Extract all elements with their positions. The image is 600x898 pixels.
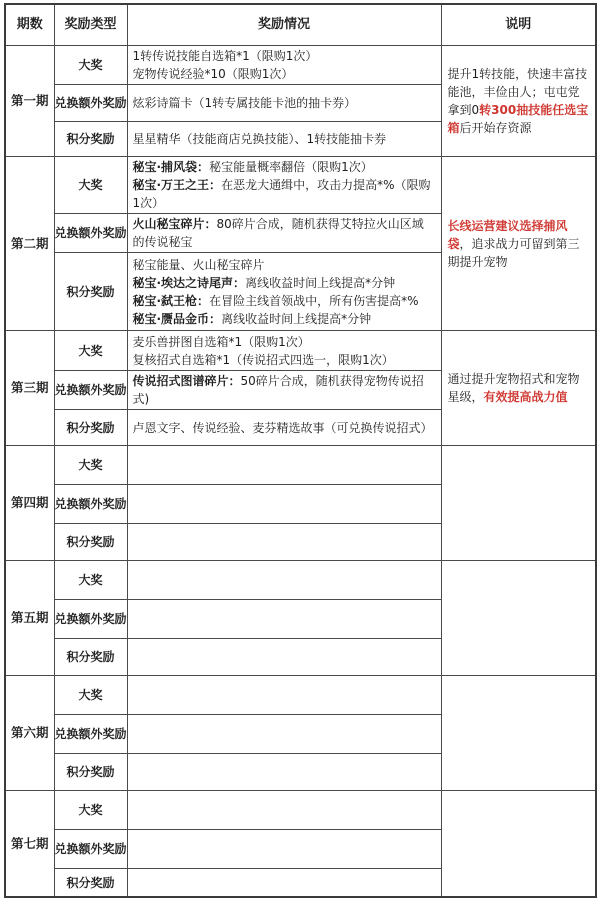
text-segment: 提升1转技能，快速丰富技能池，丰俭由人；屯屯党拿到0 <box>447 67 588 117</box>
col-header-notes: 说明 <box>441 4 596 46</box>
text-segment: 星星精华（技能商店兑换技能）、1转技能抽卡券 <box>132 132 387 146</box>
notes-cell <box>441 46 596 157</box>
reward-details-cell <box>127 676 441 715</box>
reward-type-cell: 大奖 <box>54 446 127 485</box>
text-segment: 麦乐兽拼图自选箱*1（限购1次） <box>132 334 310 349</box>
highlighted-red-text: 长线运营建议选择捕风袋 <box>447 218 568 251</box>
reward-details-line <box>133 351 436 369</box>
period-cell: 第五期 <box>5 561 54 676</box>
reward-type-cell: 大奖 <box>54 561 127 600</box>
reward-details-line <box>133 158 436 176</box>
text-segment: 在恶龙大通缉中，攻击力提高*%（限购1次） <box>132 178 431 210</box>
reward-details-line <box>133 256 436 274</box>
highlighted-red-text: 有效提高战力值 <box>483 390 568 404</box>
text-segment: 秘宝·万王之王： <box>132 178 222 192</box>
period-cell: 第四期 <box>5 446 54 561</box>
reward-details-line <box>133 274 436 292</box>
notes-cell <box>441 446 596 561</box>
table-row <box>5 561 596 600</box>
text-segment: 在冒险主线首领战中，所有伤害提高*% <box>209 293 419 308</box>
table-row <box>5 446 596 485</box>
text-segment: 通过提升宠物招式和宠物星级， <box>447 372 580 404</box>
reward-details-cell <box>127 869 441 898</box>
reward-details-line <box>133 215 436 251</box>
reward-details-line <box>133 372 436 408</box>
table-row <box>5 331 596 371</box>
reward-type-cell: 兑换额外奖励 <box>54 485 127 524</box>
text-segment: 1转传说技能自选箱*1（限购1次） <box>132 49 318 63</box>
reward-details-cell <box>127 524 441 561</box>
reward-type-cell: 积分奖励 <box>54 754 127 791</box>
text-segment: 卢恩文字、传说经验、麦芬精选故事（可兑换传说招式） <box>132 420 433 435</box>
reward-details-cell <box>127 253 441 331</box>
text-segment: 火山秘宝碎片： <box>132 217 217 231</box>
notes-cell <box>441 157 596 331</box>
text-segment: 离线收益时间上线提高*分钟 <box>221 311 372 326</box>
reward-details-cell <box>127 85 441 122</box>
reward-details-cell <box>127 157 441 214</box>
table-row <box>5 791 596 830</box>
reward-type-cell: 大奖 <box>54 791 127 830</box>
reward-details-cell <box>127 754 441 791</box>
notes-cell <box>441 331 596 446</box>
reward-details-cell <box>127 600 441 639</box>
reward-details-line <box>133 94 436 112</box>
reward-type-cell: 大奖 <box>54 46 127 85</box>
reward-type-cell: 兑换额外奖励 <box>54 85 127 122</box>
text-segment: 传说招式图谱碎片： <box>132 374 241 388</box>
reward-details-cell <box>127 639 441 676</box>
reward-details-cell <box>127 46 441 85</box>
period-cell: 第六期 <box>5 676 54 791</box>
reward-details-line <box>133 130 436 148</box>
reward-type-cell: 积分奖励 <box>54 639 127 676</box>
text-segment: 宠物传说经验*10（限购1次） <box>132 67 294 81</box>
reward-type-cell: 积分奖励 <box>54 524 127 561</box>
reward-details-line <box>133 47 436 65</box>
header-row <box>5 4 596 46</box>
reward-details-cell <box>127 371 441 410</box>
notes-cell <box>441 561 596 676</box>
table-row <box>5 157 596 214</box>
text-segment: ，追求战力可留到第三期提升宠物 <box>447 236 580 269</box>
text-segment: 复核招式自选箱*1（传说招式四选一，限购1次） <box>132 352 394 367</box>
table-row <box>5 46 596 85</box>
period-cell: 第二期 <box>5 157 54 331</box>
reward-type-cell: 积分奖励 <box>54 253 127 331</box>
reward-type-cell: 兑换额外奖励 <box>54 600 127 639</box>
reward-details-cell <box>127 485 441 524</box>
text-segment: 50碎片合成，随机获得宠物传说招式) <box>132 374 424 406</box>
period-cell: 第七期 <box>5 791 54 898</box>
text-segment: 秘宝能量、火山秘宝碎片 <box>132 257 265 272</box>
reward-details-line <box>133 419 436 437</box>
text-segment: 秘宝·捕风袋： <box>132 160 210 174</box>
reward-details-cell <box>127 715 441 754</box>
notes-cell <box>441 676 596 791</box>
text-segment: 炫彩诗篇卡（1转专属技能卡池的抽卡券） <box>132 96 357 110</box>
text-segment: 秘宝·埃达之诗尾声： <box>132 275 246 290</box>
table-row <box>5 676 596 715</box>
notes-cell <box>441 791 596 898</box>
text-segment: 秘宝能量概率翻倍（限购1次） <box>209 160 373 174</box>
reward-details-cell <box>127 830 441 869</box>
reward-type-cell: 积分奖励 <box>54 122 127 157</box>
col-header-reward-type: 奖励类型 <box>54 4 127 46</box>
reward-details-line <box>133 310 436 328</box>
reward-type-cell: 兑换额外奖励 <box>54 715 127 754</box>
text-segment: 秘宝·赝品金币： <box>132 311 222 326</box>
reward-type-cell: 兑换额外奖励 <box>54 830 127 869</box>
reward-details-cell <box>127 410 441 446</box>
text-segment: 秘宝·弑王枪： <box>132 293 210 308</box>
highlighted-red-text: 转300抽技能任选宝箱 <box>447 103 589 135</box>
period-cell: 第一期 <box>5 46 54 157</box>
reward-details-cell <box>127 791 441 830</box>
text-segment: 80碎片合成，随机获得艾特拉火山区域的传说秘宝 <box>132 217 424 249</box>
reward-details-cell <box>127 446 441 485</box>
col-header-reward-details: 奖励情况 <box>127 4 441 46</box>
text-segment: 后开始存资源 <box>459 121 532 135</box>
col-header-period: 期数 <box>5 4 54 46</box>
reward-details-cell <box>127 331 441 371</box>
reward-details-line <box>133 65 436 83</box>
reward-details-cell <box>127 561 441 600</box>
reward-details-cell <box>127 122 441 157</box>
reward-details-line <box>133 292 436 310</box>
reward-type-cell: 兑换额外奖励 <box>54 371 127 410</box>
rewards-schedule-table <box>4 3 597 898</box>
reward-type-cell: 兑换额外奖励 <box>54 214 127 253</box>
reward-details-line <box>133 176 436 212</box>
reward-type-cell: 大奖 <box>54 157 127 214</box>
reward-type-cell: 积分奖励 <box>54 869 127 898</box>
reward-type-cell: 大奖 <box>54 676 127 715</box>
text-segment: 离线收益时间上线提高*分钟 <box>245 275 396 290</box>
reward-type-cell: 积分奖励 <box>54 410 127 446</box>
period-cell: 第三期 <box>5 331 54 446</box>
reward-details-line <box>133 333 436 351</box>
reward-type-cell: 大奖 <box>54 331 127 371</box>
reward-details-cell <box>127 214 441 253</box>
